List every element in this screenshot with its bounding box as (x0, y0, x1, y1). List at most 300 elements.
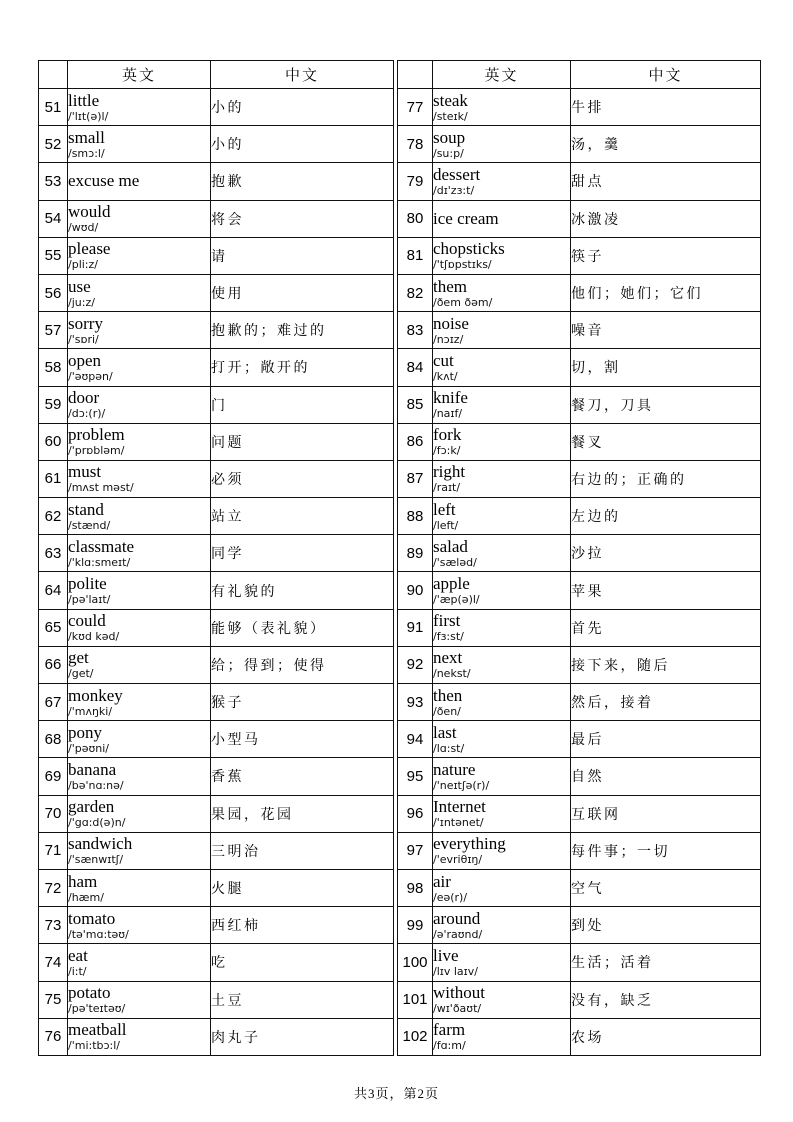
chinese-translation: 三明治 (211, 832, 394, 869)
header-row (398, 61, 761, 89)
table-row (39, 274, 394, 311)
english-cell (68, 274, 211, 311)
english-word: tomato (68, 908, 116, 928)
table-row (398, 795, 761, 832)
english-cell (433, 572, 571, 609)
column-header-english: 英文 (433, 61, 571, 89)
english-word: small (68, 127, 105, 147)
row-number: 61 (39, 460, 68, 497)
chinese-translation: 小的 (211, 126, 394, 163)
chinese-translation: 小型马 (211, 721, 394, 758)
row-number: 89 (398, 535, 433, 572)
row-number: 85 (398, 386, 433, 423)
phonetic-transcription: /ðen/ (433, 704, 461, 718)
chinese-translation: 沙拉 (571, 535, 761, 572)
row-number: 64 (39, 572, 68, 609)
english-word: then (433, 685, 463, 705)
phonetic-transcription: /'mʌŋki/ (68, 704, 113, 718)
chinese-translation: 请 (211, 237, 394, 274)
phonetic-transcription: /nekst/ (433, 667, 471, 681)
table-row (398, 498, 761, 535)
chinese-translation: 果园，花园 (211, 795, 394, 832)
row-number: 58 (39, 349, 68, 386)
table-row (398, 312, 761, 349)
english-word: problem (68, 425, 125, 445)
row-number: 65 (39, 609, 68, 646)
row-number: 68 (39, 721, 68, 758)
table-row (398, 386, 761, 423)
chinese-translation: 牛排 (571, 89, 761, 126)
row-number: 71 (39, 832, 68, 869)
table-row (398, 646, 761, 683)
chinese-translation: 然后，接着 (571, 684, 761, 721)
row-number: 101 (398, 981, 433, 1018)
chinese-translation: 给；得到；使得 (211, 646, 394, 683)
english-cell (68, 609, 211, 646)
english-cell (68, 795, 211, 832)
vocab-table-right (397, 60, 761, 1056)
row-number: 97 (398, 832, 433, 869)
table-row (39, 89, 394, 126)
english-word: chopsticks (433, 239, 505, 259)
table-row (39, 163, 394, 200)
row-number: 62 (39, 498, 68, 535)
table-row (398, 460, 761, 497)
english-cell (433, 312, 571, 349)
table-row (39, 981, 394, 1018)
chinese-translation: 他们；她们；它们 (571, 274, 761, 311)
chinese-translation: 首先 (571, 609, 761, 646)
table-row (39, 423, 394, 460)
chinese-translation: 站立 (211, 498, 394, 535)
english-cell (433, 89, 571, 126)
english-cell (433, 869, 571, 906)
english-word: please (68, 239, 111, 259)
row-number: 81 (398, 237, 433, 274)
english-cell (68, 907, 211, 944)
phonetic-transcription: /mʌst məst/ (68, 481, 134, 495)
row-number: 56 (39, 274, 68, 311)
chinese-translation: 甜点 (571, 163, 761, 200)
english-cell (433, 795, 571, 832)
row-number: 76 (39, 1018, 68, 1055)
table-row (398, 981, 761, 1018)
row-number: 55 (39, 237, 68, 274)
page-footer: 共3页，第2页 (353, 1086, 439, 1101)
row-number: 90 (398, 572, 433, 609)
english-cell (433, 944, 571, 981)
phonetic-transcription: /wɪ'ðaʊt/ (433, 1002, 482, 1016)
chinese-translation: 猴子 (211, 684, 394, 721)
phonetic-transcription: /fɔ:k/ (433, 444, 461, 458)
english-cell (68, 981, 211, 1018)
english-word: must (68, 462, 102, 482)
chinese-translation: 能够（表礼貌） (211, 609, 394, 646)
english-cell (433, 832, 571, 869)
row-number: 67 (39, 684, 68, 721)
table-row (398, 758, 761, 795)
english-cell (68, 758, 211, 795)
english-word: pony (68, 722, 102, 742)
table-row (39, 572, 394, 609)
vocab-table-left (38, 60, 394, 1056)
english-cell (68, 944, 211, 981)
phonetic-transcription: /steɪk/ (433, 109, 468, 123)
english-word: them (433, 276, 467, 296)
english-cell (433, 758, 571, 795)
english-word: knife (433, 388, 468, 408)
english-cell (433, 684, 571, 721)
phonetic-transcription: /'mi:tbɔ:l/ (68, 1039, 121, 1053)
chinese-translation: 接下来，随后 (571, 646, 761, 683)
row-number: 70 (39, 795, 68, 832)
phonetic-transcription: /'neɪtʃə(r)/ (433, 778, 490, 792)
column-header-chinese: 中文 (571, 61, 761, 89)
phonetic-transcription: /'sɒri/ (68, 332, 99, 346)
phonetic-transcription: /lɪv laɪv/ (433, 964, 478, 978)
english-word: steak (433, 90, 468, 110)
row-number: 92 (398, 646, 433, 683)
row-number: 72 (39, 869, 68, 906)
english-word: polite (68, 574, 107, 594)
english-cell (68, 163, 211, 200)
table-row (398, 89, 761, 126)
row-number: 74 (39, 944, 68, 981)
phonetic-transcription: /'lɪt(ə)l/ (68, 109, 109, 123)
english-word: without (433, 983, 485, 1003)
english-cell (68, 572, 211, 609)
table-row (398, 572, 761, 609)
table-row (39, 721, 394, 758)
english-cell (68, 386, 211, 423)
table-row (398, 721, 761, 758)
chinese-translation: 每件事；一切 (571, 832, 761, 869)
english-cell (433, 981, 571, 1018)
english-word: apple (433, 574, 470, 594)
english-cell (433, 200, 571, 237)
row-number: 82 (398, 274, 433, 311)
row-number: 77 (398, 89, 433, 126)
chinese-translation: 生活；活着 (571, 944, 761, 981)
table-row (398, 237, 761, 274)
phonetic-transcription: /get/ (68, 667, 94, 681)
english-word: little (68, 90, 100, 110)
table-row (39, 869, 394, 906)
english-cell (68, 684, 211, 721)
english-cell (433, 498, 571, 535)
row-number: 73 (39, 907, 68, 944)
phonetic-transcription: /nɔɪz/ (433, 332, 464, 346)
table-row (398, 535, 761, 572)
table-row (39, 312, 394, 349)
english-word: air (433, 871, 451, 891)
phonetic-transcription: /dɪ'zɜ:t/ (433, 183, 475, 197)
english-word: right (433, 462, 466, 482)
phonetic-transcription: /ðem ðəm/ (433, 295, 493, 309)
english-cell (433, 274, 571, 311)
english-word: nature (433, 759, 476, 779)
english-cell (68, 312, 211, 349)
english-word: get (68, 648, 89, 668)
english-word: cut (433, 350, 454, 370)
row-number: 95 (398, 758, 433, 795)
phonetic-transcription: /'prɒbləm/ (68, 444, 125, 458)
chinese-translation: 汤，羹 (571, 126, 761, 163)
row-number: 51 (39, 89, 68, 126)
table-row (39, 237, 394, 274)
chinese-translation: 问题 (211, 423, 394, 460)
english-word: ham (68, 871, 98, 891)
chinese-translation: 餐刀，刀具 (571, 386, 761, 423)
table-row (398, 126, 761, 163)
english-word: eat (68, 945, 88, 965)
english-word: would (68, 202, 111, 222)
table-row (398, 1018, 761, 1055)
phonetic-transcription: /su:p/ (433, 146, 464, 160)
phonetic-transcription: /naɪf/ (433, 407, 463, 421)
table-row (398, 274, 761, 311)
table-row (398, 609, 761, 646)
column-header-chinese: 中文 (211, 61, 394, 89)
chinese-translation: 同学 (211, 535, 394, 572)
table-row (398, 944, 761, 981)
english-word: banana (68, 759, 117, 779)
table-row (398, 200, 761, 237)
english-word: left (433, 499, 456, 519)
english-cell (68, 869, 211, 906)
chinese-translation: 有礼貌的 (211, 572, 394, 609)
table-row (398, 163, 761, 200)
row-number: 99 (398, 907, 433, 944)
phonetic-transcription: /kʌt/ (433, 369, 458, 383)
chinese-translation: 使用 (211, 274, 394, 311)
phonetic-transcription: /kʊd kəd/ (68, 630, 120, 644)
english-word: excuse me (68, 171, 140, 191)
english-cell (68, 423, 211, 460)
english-cell (433, 646, 571, 683)
phonetic-transcription: /'əʊpən/ (68, 369, 113, 383)
chinese-translation: 吃 (211, 944, 394, 981)
english-word: around (433, 908, 481, 928)
english-cell (68, 349, 211, 386)
chinese-translation: 右边的；正确的 (571, 460, 761, 497)
chinese-translation: 香蕉 (211, 758, 394, 795)
phonetic-transcription: /'klɑ:smeɪt/ (68, 555, 131, 569)
row-number: 66 (39, 646, 68, 683)
english-word: open (68, 350, 102, 370)
row-number: 54 (39, 200, 68, 237)
table-row (39, 200, 394, 237)
row-number: 84 (398, 349, 433, 386)
row-number: 96 (398, 795, 433, 832)
row-number: 57 (39, 312, 68, 349)
row-number: 102 (398, 1018, 433, 1055)
english-word: everything (433, 834, 506, 854)
chinese-translation: 噪音 (571, 312, 761, 349)
phonetic-transcription: /pli:z/ (68, 258, 98, 272)
phonetic-transcription: /smɔ:l/ (68, 146, 105, 160)
table-row (39, 460, 394, 497)
phonetic-transcription: /lɑ:st/ (433, 741, 465, 755)
table-row (398, 423, 761, 460)
english-cell (433, 535, 571, 572)
row-number: 78 (398, 126, 433, 163)
table-row (398, 907, 761, 944)
phonetic-transcription: /'sænwɪtʃ/ (68, 853, 124, 867)
row-number: 83 (398, 312, 433, 349)
table-row (39, 386, 394, 423)
english-word: soup (433, 127, 466, 147)
english-word: Internet (433, 797, 486, 817)
english-word: use (68, 276, 91, 296)
chinese-translation: 抱歉的；难过的 (211, 312, 394, 349)
phonetic-transcription: /eə(r)/ (433, 890, 468, 904)
english-word: monkey (68, 685, 123, 705)
english-cell (433, 907, 571, 944)
english-cell (433, 1018, 571, 1055)
table-row (39, 832, 394, 869)
english-word: garden (68, 797, 115, 817)
chinese-translation: 空气 (571, 869, 761, 906)
phonetic-transcription: /pə'laɪt/ (68, 593, 111, 607)
phonetic-transcription: /'evriθɪŋ/ (433, 853, 483, 867)
column-header-number (39, 61, 68, 89)
english-cell (68, 535, 211, 572)
row-number: 53 (39, 163, 68, 200)
english-cell (68, 498, 211, 535)
english-word: first (433, 611, 461, 631)
phonetic-transcription: /i:t/ (68, 964, 87, 978)
english-word: noise (433, 313, 469, 333)
row-number: 80 (398, 200, 433, 237)
chinese-translation: 肉丸子 (211, 1018, 394, 1055)
chinese-translation: 农场 (571, 1018, 761, 1055)
chinese-translation: 土豆 (211, 981, 394, 1018)
english-word: sorry (68, 313, 103, 333)
row-number: 59 (39, 386, 68, 423)
english-word: ice cream (433, 208, 499, 228)
table-row (39, 758, 394, 795)
chinese-translation: 西红柿 (211, 907, 394, 944)
chinese-translation: 自然 (571, 758, 761, 795)
table-row (39, 126, 394, 163)
table-row (39, 907, 394, 944)
phonetic-transcription: /'tʃɒpstɪks/ (433, 258, 492, 272)
row-number: 52 (39, 126, 68, 163)
english-cell (433, 237, 571, 274)
english-cell (433, 126, 571, 163)
row-number: 60 (39, 423, 68, 460)
phonetic-transcription: /'pəʊni/ (68, 741, 110, 755)
english-cell (68, 721, 211, 758)
english-cell (433, 721, 571, 758)
english-word: stand (68, 499, 104, 519)
table-row (39, 498, 394, 535)
chinese-translation: 互联网 (571, 795, 761, 832)
chinese-translation: 左边的 (571, 498, 761, 535)
phonetic-transcription: /ə'raʊnd/ (433, 927, 483, 941)
row-number: 88 (398, 498, 433, 535)
english-cell (433, 349, 571, 386)
table-row (39, 349, 394, 386)
chinese-translation: 苹果 (571, 572, 761, 609)
chinese-translation: 门 (211, 386, 394, 423)
english-cell (68, 460, 211, 497)
phonetic-transcription: /fɑ:m/ (433, 1039, 466, 1053)
column-header-number (398, 61, 433, 89)
english-word: could (68, 611, 106, 631)
english-cell (68, 89, 211, 126)
phonetic-transcription: /ju:z/ (68, 295, 95, 309)
english-cell (433, 386, 571, 423)
column-header-english: 英文 (68, 61, 211, 89)
english-cell (433, 163, 571, 200)
row-number: 79 (398, 163, 433, 200)
chinese-translation: 打开；敞开的 (211, 349, 394, 386)
phonetic-transcription: /stænd/ (68, 518, 111, 532)
chinese-translation: 将会 (211, 200, 394, 237)
chinese-translation: 到处 (571, 907, 761, 944)
english-cell (68, 832, 211, 869)
english-word: next (433, 648, 463, 668)
chinese-translation: 抱歉 (211, 163, 394, 200)
phonetic-transcription: /'æp(ə)l/ (433, 593, 480, 607)
row-number: 98 (398, 869, 433, 906)
phonetic-transcription: /dɔ:(r)/ (68, 407, 106, 421)
table-row (398, 349, 761, 386)
table-row (398, 869, 761, 906)
row-number: 91 (398, 609, 433, 646)
row-number: 86 (398, 423, 433, 460)
english-word: meatball (68, 1020, 127, 1040)
chinese-translation: 餐叉 (571, 423, 761, 460)
english-cell (68, 126, 211, 163)
row-number: 87 (398, 460, 433, 497)
english-word: dessert (433, 164, 481, 184)
chinese-translation: 切，割 (571, 349, 761, 386)
table-row (398, 684, 761, 721)
table-row (39, 795, 394, 832)
english-word: fork (433, 425, 462, 445)
chinese-translation: 没有，缺乏 (571, 981, 761, 1018)
phonetic-transcription: /'sæləd/ (433, 555, 477, 569)
header-row (39, 61, 394, 89)
row-number: 63 (39, 535, 68, 572)
phonetic-transcription: /left/ (433, 518, 459, 532)
row-number: 75 (39, 981, 68, 1018)
phonetic-transcription: /tə'mɑ:təʊ/ (68, 927, 129, 941)
phonetic-transcription: /raɪt/ (433, 481, 461, 495)
english-cell (433, 423, 571, 460)
table-row (398, 832, 761, 869)
phonetic-transcription: /'ɪntənet/ (433, 816, 484, 830)
english-cell (68, 200, 211, 237)
english-cell (68, 1018, 211, 1055)
english-word: sandwich (68, 834, 133, 854)
english-word: door (68, 388, 100, 408)
table-row (39, 609, 394, 646)
table-row (39, 646, 394, 683)
phonetic-transcription: /fɜ:st/ (433, 630, 464, 644)
table-row (39, 684, 394, 721)
row-number: 69 (39, 758, 68, 795)
english-cell (433, 609, 571, 646)
table-row (39, 944, 394, 981)
phonetic-transcription: /bə'nɑ:nə/ (68, 778, 124, 792)
phonetic-transcription: /'gɑ:d(ə)n/ (68, 816, 126, 830)
chinese-translation: 最后 (571, 721, 761, 758)
english-cell (68, 237, 211, 274)
